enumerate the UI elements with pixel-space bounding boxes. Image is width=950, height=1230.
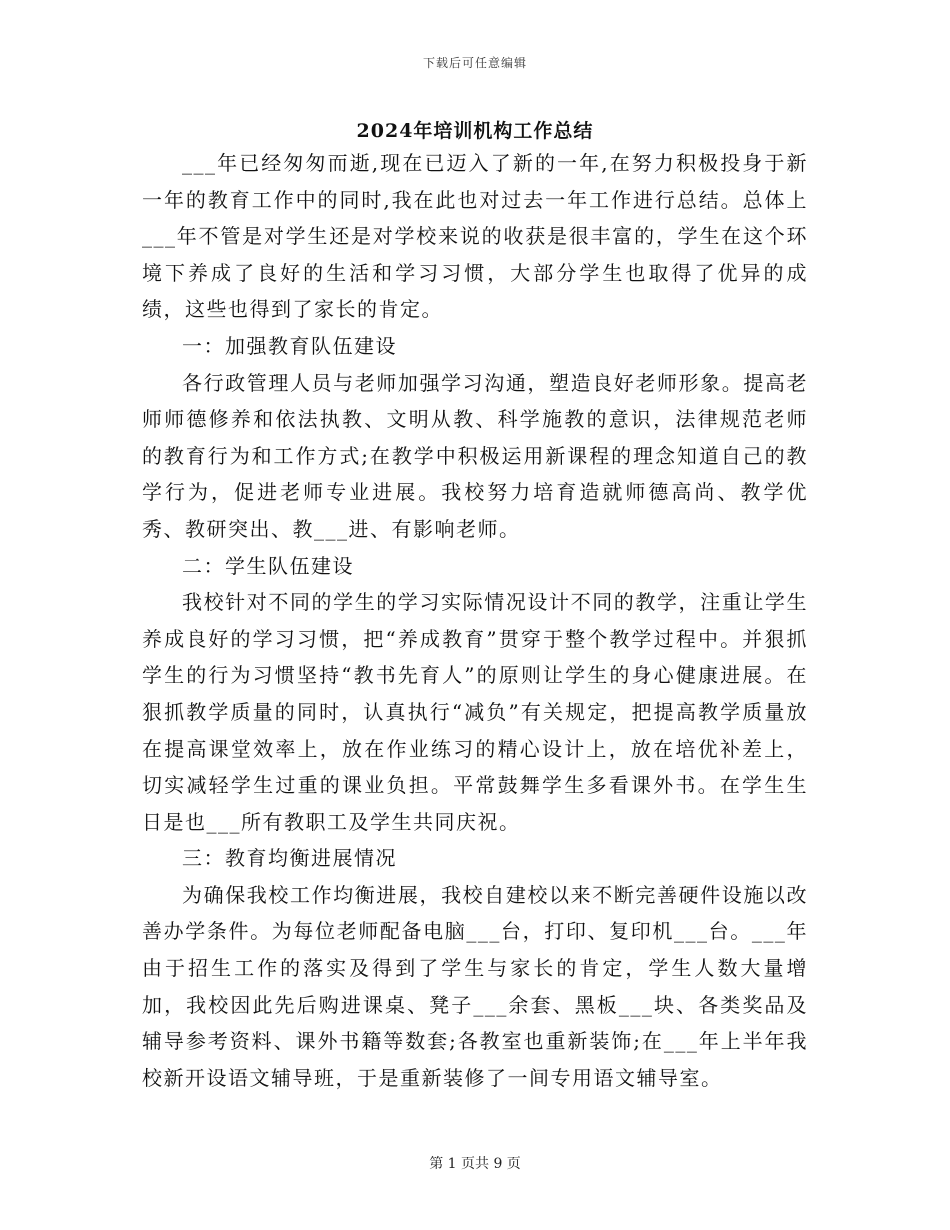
document-body <box>142 145 808 1096</box>
paragraph-intro: ___年已经匆匆而逝,现在已迈入了新的一年,在努力积极投身于新一年的教育工作中的同时,我在此也对过去一年工作进行总结。总体上___年不管是对学生还是对学校来说的收获是很丰富的，学生在这个环境下养成了良好的生活和学习习惯，大部分学生也取得了优异的成绩，这些也得到了家长的肯定。 <box>142 151 808 322</box>
paragraph-section-3: 为确保我校工作均衡进展，我校自建校以来不断完善硬件设施以改善办学条件。为每位老师配备电脑___台，打印、复印机___台。___年由于招生工作的落实及得到了学生与家长的肯定，学生人数大量增加，我校因此先后购进课桌、凳子___余套、黑板___块、各类奖品及辅导参考资料、课外书籍等数套;各教室也重新装饰;在___年上半年我校新开设语文辅导班，于是重新装修了一间专用语文辅导室。 <box>142 882 808 1090</box>
section-heading-3: 三：教育均衡进展情况 <box>182 846 397 871</box>
paragraph-section-1: 各行政管理人员与老师加强学习沟通，塑造良好老师形象。提高老师师德修养和依法执教、文明从教、科学施教的意识，法律规范老师的教育行为和工作方式;在教学中积极运用新课程的理念知道自己的教学行为，促进老师专业进展。我校努力培育造就师德高尚、教学优秀、教研突出、教___进、有影响老师。 <box>142 370 808 541</box>
section-heading-1: 一：加强教育队伍建设 <box>182 333 397 358</box>
paragraph-section-2: 我校针对不同的学生的学习实际情况设计不同的教学，注重让学生养成良好的学习习惯，把“养成教育”贯穿于整个教学过程中。并狠抓学生的行为习惯坚持“教书先育人”的原则让学生的身心健康进展。在狠抓教学质量的同时，认真执行“减负”有关规定，把提高教学质量放在提高课堂效率上，放在作业练习的精心设计上，放在培优补差上，切实减轻学生过重的课业负担。平常鼓舞学生多看课外书。在学生生日是也___所有教职工及学生共同庆祝。 <box>142 590 808 834</box>
page-header: 下载后可任意编辑 <box>422 56 527 70</box>
page-footer: 第 1 页共 9 页 <box>429 1156 521 1172</box>
section-heading-2: 二：学生队伍建设 <box>182 553 354 578</box>
document-title: 2024年培训机构工作总结 <box>356 120 594 142</box>
